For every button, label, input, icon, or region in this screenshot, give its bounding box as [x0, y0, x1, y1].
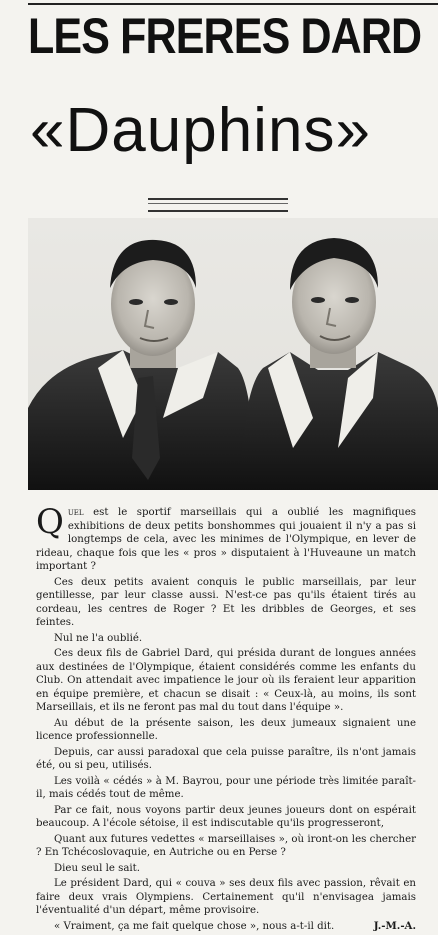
- article-paragraph: Depuis, car aussi paradoxal que cela puisse paraître, ils n'ont jamais été, ou si peu, utilisés.: [36, 746, 416, 771]
- dropcap: Q: [36, 502, 64, 542]
- byline: J.-M.-A.: [373, 919, 416, 932]
- article-paragraph: Les voilà « cédés » à M. Bayrou, pour une période très limitée paraît-il, mais cédés tout de même.: [36, 775, 416, 800]
- article-paragraph: Quant aux futures vedettes « marseillaises », où iront-on les chercher ? En Tchécoslovaquie, en Autriche ou en Perse ?: [36, 833, 416, 858]
- right-portrait: [240, 238, 438, 490]
- paragraph-text: « Vraiment, ça me fait quelque chose », nous a-t-il dit.: [54, 920, 335, 932]
- headline: LES FRERES DARD: [28, 8, 422, 64]
- twin-portrait-photo: [28, 218, 438, 490]
- article-paragraph: Le président Dard, qui « couva » ses deux fils avec passion, rêvait en faire deux vrais Olympiens. Certainement qu'il n'envisagea jamais l'éventualité d'un départ, même provisoire.: [36, 878, 416, 916]
- decorative-rule: [148, 198, 288, 212]
- article-paragraph: Nul ne l'a oublié.: [54, 632, 143, 644]
- top-rule: [28, 3, 438, 5]
- article-body: [36, 502, 416, 935]
- subhead: «Dauphins»: [30, 96, 371, 165]
- article-paragraph: Au début de la présente saison, les deux jumeaux signaient une licence professionnelle.: [36, 717, 416, 742]
- article-paragraph: Ces deux fils de Gabriel Dard, qui présida durant de longues années aux destinées de l'Olympique, étaient considérés comme les enfants du Club. On attendait avec impatience le jour où ils feraient leur apparition en équipe première, et chacun se disait : « Ceux-là, au moins, ils sont Marseillais, et ils ne feront pas mal du tout dans l'équipe ».: [36, 648, 416, 713]
- lead-word: uel: [67, 507, 84, 518]
- photo-illustration: [28, 218, 438, 490]
- article-paragraph: [36, 502, 416, 574]
- left-portrait: [28, 240, 256, 490]
- paragraph-text: est le sportif marseillais qui a oublié les magnifiques exhibitions de deux petits bonshommes qui jouaient il n'y a pas si longtemps de cela, avec les minimes de l'Olympique, en lever de rideau, chaque fois que les « pros » disputaient à l'Huveaune un match important ?: [36, 507, 416, 572]
- article-paragraph: Dieu seul le sait.: [54, 862, 140, 874]
- article-paragraph: [36, 920, 416, 934]
- article-paragraph: Par ce fait, nous voyons partir deux jeunes joueurs dont on espérait beaucoup. A l'école sétoise, il est indiscutable qu'ils progresseront,: [36, 804, 416, 829]
- article-paragraph: Ces deux petits avaient conquis le public marseillais, par leur gentillesse, par leur classe aussi. N'est-ce pas qu'ils étaient tirés au cordeau, les centres de Roger ? Et les dribbles de Georges, et ses feintes.: [36, 576, 416, 628]
